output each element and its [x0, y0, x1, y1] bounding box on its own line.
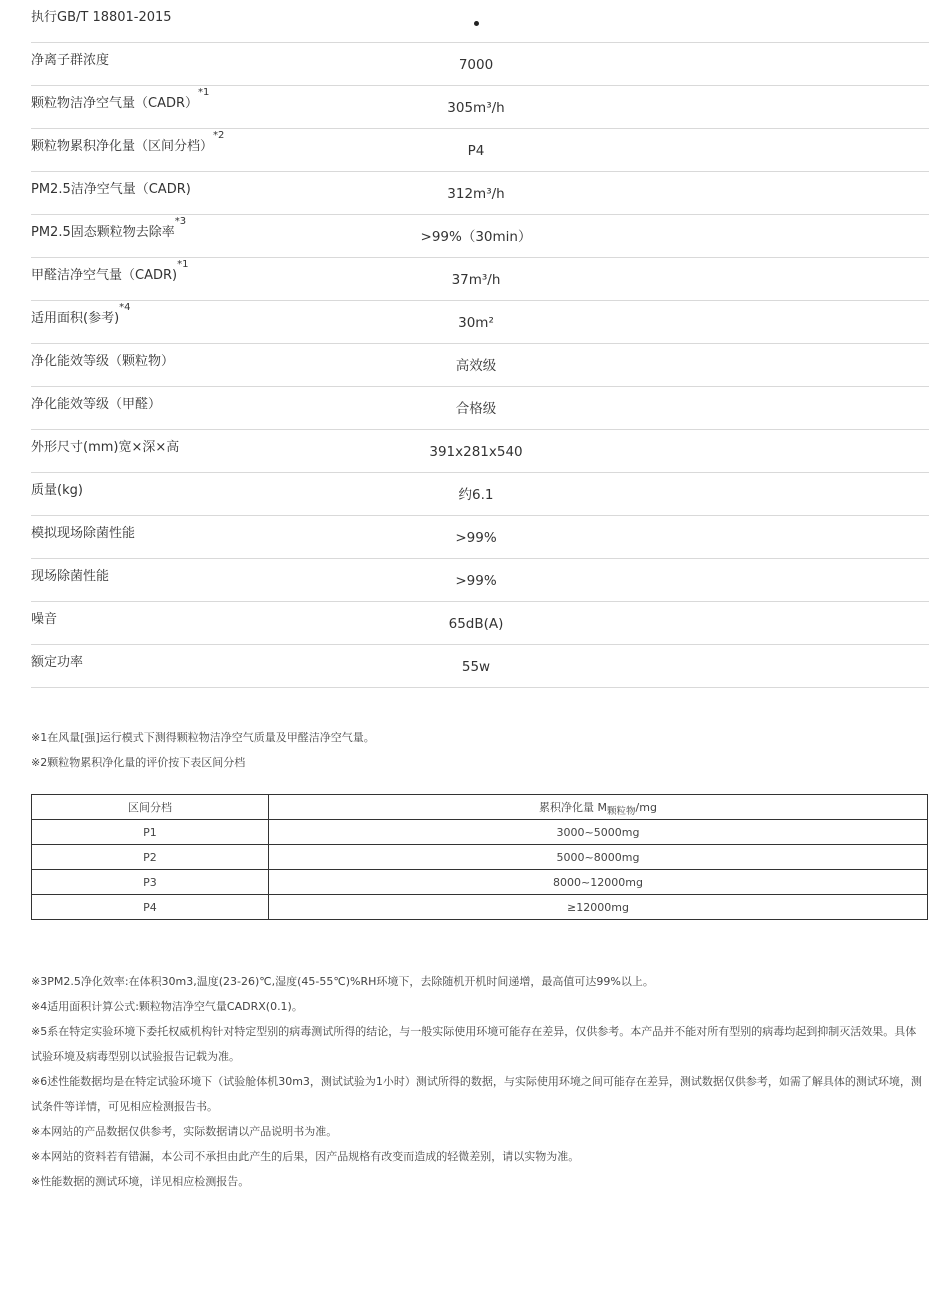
spec-label: [31, 354, 174, 370]
spec-label-text: PM2.5固态颗粒物去除率: [31, 225, 175, 240]
spec-label-text: 质量(kg): [31, 483, 83, 498]
range-header-amount-sub: 颗粒物: [607, 806, 636, 817]
note-4: ※4适用面积计算公式:颗粒物洁净空气量CADRX(0.1)。: [31, 1000, 303, 1013]
range-value: 5000~8000mg: [269, 845, 928, 870]
spec-label-text: 噪音: [31, 612, 58, 627]
spec-label-text: 现场除菌性能: [31, 569, 110, 584]
spec-label-text: 颗粒物累积净化量（区间分档）: [31, 139, 214, 154]
range-table-row: [32, 845, 928, 870]
range-table-row: [32, 895, 928, 920]
range-header-grade: 区间分档: [32, 795, 269, 820]
spec-row: [31, 602, 929, 645]
spec-value: 约6.1: [458, 487, 494, 503]
spec-value: >99%（30min）: [420, 229, 532, 245]
spec-value: P4: [467, 143, 485, 159]
spec-label-text: 甲醛洁净空气量（CADR): [31, 268, 178, 283]
spec-value: >99%: [455, 573, 497, 589]
range-value: 3000~5000mg: [269, 820, 928, 845]
spec-value: 7000: [458, 57, 494, 73]
spec-row: [31, 344, 929, 387]
range-value: ≥12000mg: [269, 895, 928, 920]
spec-row: [31, 473, 929, 516]
spec-footnote-marker: *1: [198, 87, 210, 98]
note-9: ※性能数据的测试环境，详见相应检测报告。: [31, 1175, 250, 1188]
spec-row: [31, 645, 929, 688]
note-2: ※2颗粒物累积净化量的评价按下表区间分档: [31, 756, 246, 769]
spec-value: 合格级: [455, 401, 497, 417]
note-1: ※1在风量[强]运行模式下测得颗粒物洁净空气质量及甲醛洁净空气量。: [31, 731, 375, 744]
spec-row: [31, 387, 929, 430]
spec-value-dot: [376, 14, 576, 30]
spec-label-text: 净化能效等级（颗粒物）: [31, 354, 175, 369]
spec-label: [31, 483, 83, 499]
range-table-row: [32, 820, 928, 845]
note-6: ※6述性能数据均是在特定试验环境下（试验舱体机30m3，测试试验为1小时）测试所得的数据，与实际使用环境之间可能存在差异，测试数据仅供参考，如需了解具体的测试环境，测试条件等详情，可见相应检测报告书。: [31, 1075, 922, 1113]
spec-label: [31, 526, 135, 542]
spec-label-text: PM2.5洁净空气量（CADR): [31, 182, 191, 197]
spec-row: [31, 86, 929, 129]
notes-top: [31, 725, 923, 775]
spec-label: [31, 612, 57, 628]
spec-row: [31, 129, 929, 172]
range-grade: P2: [32, 845, 269, 870]
range-table-header: [32, 795, 928, 820]
spec-label-text: 颗粒物洁净空气量（CADR）: [31, 96, 199, 111]
note-3: ※3PM2.5净化效率:在体积30m3,温度(23-26)℃,湿度(45-55℃)%RH环境下，去除随机开机时间递增，最高值可达99%以上。: [31, 975, 654, 988]
note-8: ※本网站的资料若有错漏，本公司不承担由此产生的后果，因产品规格有改变而造成的轻微差别，请以实物为准。: [31, 1150, 580, 1163]
spec-label-text: 净离子群浓度: [31, 53, 110, 68]
note-7: ※本网站的产品数据仅供参考，实际数据请以产品说明书为准。: [31, 1125, 338, 1138]
spec-value: 37m³/h: [451, 272, 501, 288]
spec-label-text: 适用面积(参考): [31, 311, 120, 326]
spec-value: 30m²: [458, 315, 494, 331]
spec-row: [31, 0, 929, 43]
note-5: ※5系在特定实验环境下委托权威机构针对特定型别的病毒测试所得的结论，与一般实际使用环境可能存在差异，仅供参考。本产品并不能对所有型别的病毒均起到抑制灭活效果。具体试验环境及病毒型别以试验报告记载为准。: [31, 1025, 917, 1063]
spec-table: [31, 0, 929, 688]
spec-value: 高效级: [455, 358, 497, 374]
spec-label-text: 额定功率: [31, 655, 84, 670]
spec-row: [31, 43, 929, 86]
spec-row: [31, 258, 929, 301]
spec-footnote-marker: *3: [174, 216, 187, 227]
range-grade: P4: [32, 895, 269, 920]
spec-value: 305m³/h: [447, 100, 505, 116]
spec-label-text: 模拟现场除菌性能: [31, 526, 136, 541]
range-table: [31, 794, 928, 920]
spec-footnote-marker: *1: [177, 259, 189, 270]
spec-row: [31, 559, 929, 602]
bullet-dot-icon: [474, 21, 479, 26]
spec-value: 312m³/h: [447, 186, 505, 202]
spec-row: [31, 215, 929, 258]
range-header-amount-main: 累积净化量 M: [539, 801, 608, 814]
spec-label: [31, 569, 109, 585]
spec-label: [31, 182, 191, 198]
spec-label-text: 执行GB/T 18801-2015: [31, 10, 172, 25]
spec-label: [31, 440, 179, 456]
range-grade: P3: [32, 870, 269, 895]
range-value: 8000~12000mg: [269, 870, 928, 895]
spec-row: [31, 430, 929, 473]
spec-label-text: 外形尺寸(mm)宽×深×高: [31, 440, 180, 455]
spec-value: >99%: [455, 530, 497, 546]
range-grade: P1: [32, 820, 269, 845]
spec-row: [31, 516, 929, 559]
spec-value: 55w: [461, 659, 491, 675]
spec-label: [31, 216, 187, 241]
spec-label: [31, 10, 172, 26]
spec-label-text: 净化能效等级（甲醛）: [31, 397, 162, 412]
spec-label: [31, 130, 225, 155]
range-table-row: [32, 870, 928, 895]
spec-label: [31, 397, 161, 413]
spec-value: 391x281x540: [429, 444, 523, 460]
spec-value: 65dB(A): [448, 616, 504, 632]
notes-bottom: [31, 969, 923, 1194]
spec-label: [31, 259, 189, 284]
spec-row: [31, 172, 929, 215]
spec-label: [31, 53, 109, 69]
spec-footnote-marker: *2: [213, 130, 225, 141]
spec-row: [31, 301, 929, 344]
range-header-amount: [269, 795, 928, 820]
spec-label: [31, 87, 210, 112]
spec-label: [31, 655, 83, 671]
range-header-amount-unit: /mg: [635, 801, 657, 814]
spec-footnote-marker: *4: [119, 302, 131, 313]
spec-label: [31, 302, 131, 327]
